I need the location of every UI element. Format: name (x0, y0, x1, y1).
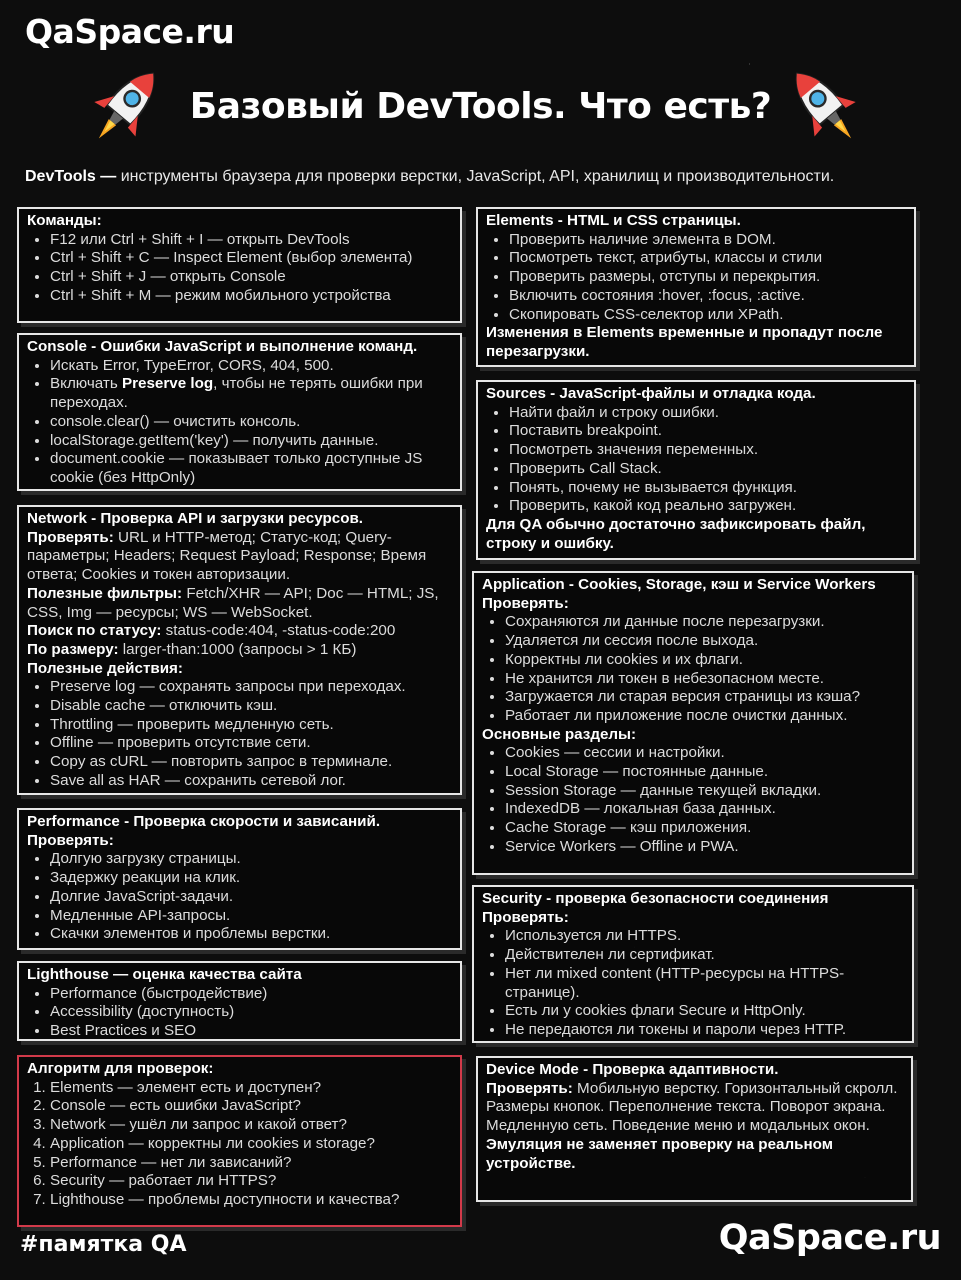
card-heading: Алгоритм для проверок: (27, 1060, 214, 1077)
sections-label: Основные разделы: (482, 725, 637, 743)
network-status: Поиск по статусу: status-code:404, -status-code:200 (27, 622, 396, 640)
list-item: • Не передаются ли токены и пароли через HTTP. (505, 1021, 904, 1040)
list-item: • Accessibility (доступность) (50, 1003, 452, 1022)
list-item: • Ctrl + Shift + J — открыть Console (50, 268, 452, 287)
card-heading: Security - проверка безопасности соединения (482, 890, 829, 907)
list-item: • Загружается ли старая версия страницы из кэша? (505, 688, 904, 707)
brand-logo-top: QaSpace.ru (25, 12, 235, 51)
list-item: 3. Network — ушёл ли запрос и какой ответ? (50, 1116, 452, 1135)
hashtag: #памятка QA (20, 1232, 187, 1257)
algorithm-card (17, 1055, 462, 1227)
list-item: • Cookies — сессии и настройки. (505, 744, 904, 763)
list-item: • document.cookie — показывает только доступные JS cookie (без HttpOnly) (50, 450, 452, 487)
list-item: 4. Application — корректны ли cookies и storage? (50, 1135, 452, 1154)
list-item: • Проверить размеры, отступы и перекрытия. (509, 268, 906, 287)
elements-card (476, 207, 916, 367)
list-item: 6. Security — работает ли HTTPS? (50, 1172, 452, 1191)
card-heading: Console - Ошибки JavaScript и выполнение команд. (27, 338, 418, 355)
list-item: • console.clear() — очистить консоль. (50, 413, 452, 432)
lighthouse-card (17, 961, 462, 1041)
card-heading: Elements - HTML и CSS страницы. (486, 212, 741, 229)
network-check: Проверять: URL и HTTP-метод; Статус-код; Query-параметры; Headers; Request Payload; Response; Время ответа; Cookies и токен авторизации. (27, 528, 427, 584)
list-item: • Понять, почему не вызывается функция. (509, 479, 906, 498)
list-item: • Удаляется ли сессия после выхода. (505, 632, 904, 651)
list-item: • Скопировать CSS-селектор или XPath. (509, 306, 906, 325)
sources-note: Для QA обычно достаточно зафиксировать файл, строку и ошибку. (486, 515, 866, 552)
card-heading: Команды: (27, 212, 102, 229)
device-check: Проверять: Мобильную верстку. Горизонтальный скролл. Размеры кнопок. Переполнение текста. Поворот экрана. Медленную сеть. Поведение меню и модальных окон. (486, 1079, 898, 1135)
list-item: • Включить состояния :hover, :focus, :active. (509, 287, 906, 306)
list-item: • Session Storage — данные текущей вкладки. (505, 782, 904, 801)
list-item: • Искать Error, TypeError, CORS, 404, 500. (50, 357, 452, 376)
card-heading: Sources - JavaScript-файлы и отладка кода. (486, 385, 816, 402)
list-item: • Задержку реакции на клик. (50, 869, 452, 888)
list-item: • Preserve log — сохранять запросы при переходах. (50, 678, 452, 697)
sources-card (476, 380, 916, 560)
elements-note: Изменения в Elements временные и пропадут после перезагрузки. (486, 324, 883, 360)
card-heading: Lighthouse — оценка качества сайта (27, 966, 302, 983)
list-item: • Корректны ли cookies и их флаги. (505, 651, 904, 670)
list-item: • Local Storage — постоянные данные. (505, 763, 904, 782)
rocket-icon (776, 58, 872, 154)
list-item: • Долгую загрузку страницы. (50, 850, 452, 869)
list-item: 2. Console — есть ошибки JavaScript? (50, 1097, 452, 1116)
network-size: По размеру: larger-than:1000 (запросы > 1 КБ) (27, 640, 357, 658)
list-item: • Медленные API-запросы. (50, 907, 452, 926)
list-item: • Есть ли у cookies флаги Secure и HttpOnly. (505, 1002, 904, 1021)
list-item: 5. Performance — нет ли зависаний? (50, 1154, 452, 1173)
performance-card (17, 808, 462, 950)
list-item: • Offline — проверить отсутствие сети. (50, 734, 452, 753)
check-label: Проверять: (27, 831, 114, 849)
list-item: • Copy as cURL — повторить запрос в терминале. (50, 753, 452, 772)
check-label: Проверять: (482, 594, 569, 612)
card-heading: Network - Проверка API и загрузки ресурсов. (27, 510, 364, 527)
list-item: • Посмотреть значения переменных. (509, 441, 906, 460)
list-item: • Долгие JavaScript-задачи. (50, 888, 452, 907)
card-heading: Application - Cookies, Storage, кэш и Service Workers (482, 576, 876, 593)
device-note: Эмуляция не заменяет проверку на реальном устройстве. (486, 1135, 833, 1172)
list-item: • Работает ли приложение после очистки данных. (505, 707, 904, 726)
card-heading: Performance - Проверка скорости и зависаний. (27, 813, 381, 830)
list-item: • Disable cache — отключить кэш. (50, 697, 452, 716)
list-item: 1. Elements — элемент есть и доступен? (50, 1079, 452, 1098)
page-title: Базовый DevTools. Что есть? (189, 86, 772, 127)
list-item: • F12 или Ctrl + Shift + I — открыть DevTools (50, 231, 452, 250)
list-item: • Включать Preserve log, чтобы не терять ошибки при переходах. (50, 375, 452, 412)
commands-card (17, 207, 462, 323)
list-item: • Cache Storage — кэш приложения. (505, 819, 904, 838)
intro-text: DevTools — инструменты браузера для проверки верстки, JavaScript, API, хранилищ и производительности. (25, 168, 835, 185)
list-item: • Посмотреть текст, атрибуты, классы и стили (509, 249, 906, 268)
security-card (472, 885, 914, 1043)
list-item: • Performance (быстродействие) (50, 985, 452, 1004)
list-item: 7. Lighthouse — проблемы доступности и качества? (50, 1191, 452, 1210)
list-item: • Ctrl + Shift + M — режим мобильного устройства (50, 287, 452, 306)
device-mode-card (476, 1056, 913, 1202)
list-item: • Проверить, какой код реально загружен. (509, 497, 906, 516)
list-item: • Проверить Call Stack. (509, 460, 906, 479)
list-item: • localStorage.getItem('key') — получить данные. (50, 432, 452, 451)
list-item: • Найти файл и строку ошибки. (509, 404, 906, 423)
list-item: • Проверить наличие элемента в DOM. (509, 231, 906, 250)
list-item: • Нет ли mixed content (HTTP-ресурсы на HTTPS-странице). (505, 965, 904, 1002)
network-card (17, 505, 462, 795)
network-filters: Полезные фильтры: Fetch/XHR — API; Doc — HTML; JS, CSS, Img — ресурсы; WS — WebSocket. (27, 584, 439, 621)
card-heading: Device Mode - Проверка адаптивности. (486, 1061, 779, 1078)
list-item: • Best Practices и SEO (50, 1022, 452, 1041)
list-item: • Не хранится ли токен в небезопасном месте. (505, 670, 904, 689)
application-card (472, 571, 914, 875)
brand-logo-bottom: QaSpace.ru (718, 1218, 941, 1258)
list-item: • Действителен ли сертификат. (505, 946, 904, 965)
list-item: • Скачки элементов и проблемы верстки. (50, 925, 452, 944)
list-item: • Save all as HAR — сохранить сетевой лог. (50, 772, 452, 791)
list-item: • Throttling — проверить медленную сеть. (50, 716, 452, 735)
list-item: • Ctrl + Shift + C — Inspect Element (выбор элемента) (50, 249, 452, 268)
list-item: • Используется ли HTTPS. (505, 927, 904, 946)
console-card (17, 333, 462, 491)
list-item: • IndexedDB — локальная база данных. (505, 800, 904, 819)
list-item: • Поставить breakpoint. (509, 422, 906, 441)
network-actions-label: Полезные действия: (27, 659, 183, 677)
list-item: • Сохраняются ли данные после перезагрузки. (505, 613, 904, 632)
check-label: Проверять: (482, 908, 569, 926)
list-item: • Service Workers — Offline и PWA. (505, 838, 904, 857)
